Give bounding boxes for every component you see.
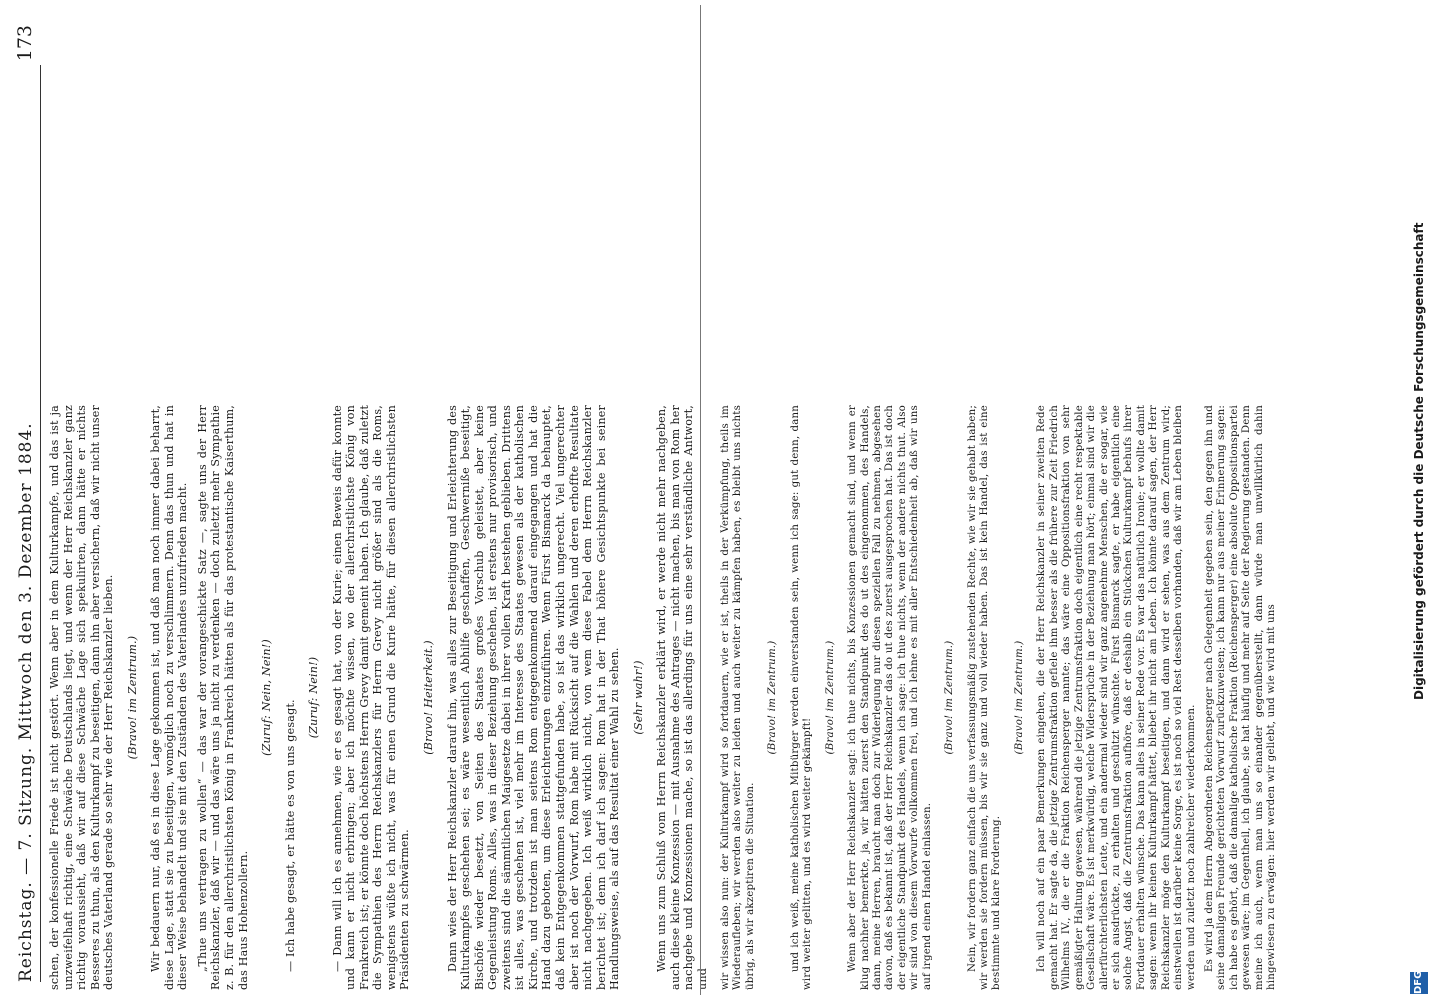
header-rule <box>40 65 41 982</box>
paragraph: schen, der konfessionelle Friede ist nicht gestört. Wenn aber in dem Kulturkampfe, und das ist ja unzweifelhaft richtig, eine Schwäche Deutschlands liegt, und wenn der Herr Reichskanzler ganz richtig voraussieht, daß wir auf diese Schwäche Lage sich spekulirten, dann hätte er nichts Besseres zu thun, als den Kulturkampf zu beseitigen, dann ihn aber versichern, daß wir nicht unser deutsches Vaterland gerade so sehr wie der Herr Reichskanzler lieben. <box>48 405 116 990</box>
digitization-credit <box>1408 0 1432 1000</box>
paragraph: „Thue uns vertragen zu wollen“ — das war der vorangeschickte Satz —, sagte uns der Herr Reichskanzler, daß wir — und das wäre uns ja nicht zu verdenken — doch zuletzt mehr Sympathie z. B. für den allerchristlichsten König in Frankreich hätten als für das protestantische Kaiserthum, das Haus Hohenzollern. <box>195 405 250 990</box>
dfg-logo: DFG <box>1410 972 1428 994</box>
interjection: (Bravo! im Zentrum.) <box>824 640 836 755</box>
page-header <box>10 5 40 990</box>
credit-text: Digitalisierung gefördert durch die Deutsche Forschungsgemeinschaft <box>1412 222 1426 700</box>
paragraph: — Ich habe gesagt, er hätte es von uns gesagt. <box>283 699 297 972</box>
page-number: 173 <box>14 25 36 62</box>
paragraph: Nein, wir fordern ganz einfach die uns verfassungsmäßig zustehenden Rechte, wie wir sie gehabt haben; wir werden sie fordern müssen, bis wir sie ganz und voll wieder haben. Das ist kein Handel, das ist eine bestimmte und klare Forderung. <box>966 405 1003 990</box>
paragraph: Es wird ja dem Herrn Abgeordneten Reichensperger nach Gelegenheit gegeben sein, den gegen ihn und seine damaligen Freunde gerichteten Vorwurf zurückzuweisen; ich kann nur aus meiner Erinnerung sagen: ich habe es gehört, daß die damalige katholische Fraktion (Reichensperger) eine absolute Oppositionspartei gewesen wäre; im Gegentheil, ich glaube, sie hat häufig und mehr auf Seite der Regierung gestanden. Denn meine ich auch, wenn man uns so einander gegenüberstellt, dann würde man unwillkürlich dahin hingewiesen zu erwägen: hier werden wir geliebt, und wie wird mit uns <box>1204 405 1278 990</box>
running-head: Reichstag. — 7. Sitzung. Mittwoch den 3. Dezember 1884. <box>16 422 36 982</box>
paragraph: Wir bedauern nur, daß es in diese Lage gekommen ist, und daß man noch immer dabei beharrt, diese Lage, statt sie zu beseitigen, womöglich noch zu verschlimmern. Denn das thun und hat in dieser Weise behandelt und sie mit den Zuständen des Vaterlandes unzufrieden macht. <box>149 405 190 990</box>
column-right <box>720 405 1280 990</box>
interjection: (Bravo! im Zentrum.) <box>125 635 139 760</box>
paragraph: und ich weiß, meine katholischen Mitbürger werden einverstanden sein, wenn ich sage: gut denn, dann wird weiter gelitten, und es wird weiter gekämpft! <box>789 405 814 990</box>
paragraph: Dann wies der Herr Reichskanzler darauf hin, was alles zur Beseitigung und Erleichterung des Kulturkampfes geschehen sei; es wäre wesentlich Abhilfe geschaffen, Geschwerniße beseitigt, Bischöfe wieder besetzt, von Seiten des Staates großes Vorschub geleistet, aber keine Gegenleistung Roms. Alles, was in dieser Beziehung geschehen, ist erstens nur provisorisch, und zweitens sind die sämmtlichen Maigesetze dabei in ihrer vollen Kraft bestehen geblieben. Drittens ist alles, was geschehen ist, viel mehr im Interesse des Staates gewesen als der katholischen Kirche, und trotzdem ist man seitens Rom entgegenkommend darauf eingegangen und hat die Hand dazu geboten, um diese Erleichterungen einzuführen. Wenn Fürst Bismarck da behauptet, daß kein Entgegenkommen stattgefunden habe, so ist das wirklich ungerecht. Viel ungerechter aber ist noch der Vorwurf, Rom habe mit Rücksicht auf die Wahlen und deren erhoffte Resultate nicht nachgegeben. Ich weiß wirklich nicht, von wem diese Fabel dem Herrn Reichskanzler berichtet ist; denn ich darf ich sagen: Rom hat in der That höhere Gesichtspunkte bei seiner Handlungsweise, als auf das Resultat einer Wahl zu sehen. <box>445 405 622 990</box>
interjection: (Bravo! Heiterkeit.) <box>422 640 436 755</box>
interjection: (Bravo! im Zentrum.) <box>1013 640 1025 755</box>
column-divider <box>700 5 701 995</box>
interjection: (Zuruf: Nein!) <box>307 656 321 739</box>
paragraph: Wenn aber der Herr Reichskanzler sagt: ich thue nichts, bis Konzessionen gemacht sind, und wenn er klug nachher bemerkte, ja, wir hätten zuerst den Standpunkt des do ut des eingenommen, des Handels, dann, meine Herren, braucht man doch zur Widerlegung nur diesen speziellen Fall zu nehmen, abgesehen davon, daß es bekannt ist, daß der Herr Reichskanzler das do ut des zuerst ausgesprochen hat. Das ist doch der eigentliche Standpunkt des Handels, wenn ich sage: ich thue nichts, wenn der andere nichts thut. Also wir sind von diesem Vorwurfe vollkommen frei, und ich lehne es mit aller Entschiedenheit ab, daß wir uns auf irgend einen Handel einlassen. <box>847 405 933 990</box>
paragraph: Wenn uns zum Schluß vom Herrn Reichskanzler erklärt wird, er werde nicht mehr nachgeben, auch diese kleine Konzession — mit Ausnahme des Antrages — nicht machen, bis man von Rom her nachgebe und Konzessionen mache, so ist das allerdings für uns eine sehr verständliche Antwort, und <box>655 405 709 990</box>
interjection: (Bravo! im Zentrum.) <box>767 640 779 755</box>
paragraph: Ich will noch auf ein paar Bemerkungen eingehen, die der Herr Reichskanzler in seiner zweiten Rede gemacht hat. Er sagte da, die jetzige Zentrumsfraktion gefiele ihm besser als die frühere zur Zeit Friedrich Wilhelms IV., die er die Fraktion Reichensperger nannte; das wäre eine Oppositionsfraktion von sehr gemäßigter Haltung gewesen, während die jetzige Zentrumsfraktion doch eigentlich eine recht respektable Gesellschaft wäre. Es ist merkwürdig, welche Widersprüche in der Beziehung man hört; einmal sind wir die allerfürchterlichsten Leute, und ein andermal wieder sind wir ganz angenehme Menschen, die er sogar, wie er sich ausdrückte, zu erhalten und geschützt wünschte. Fürst Bismarck sagte, er habe eigentlich eine solche Angst, daß die Zentrumsfraktion aufhöre, daß er deshalb ein Stückchen Kulturkampf behufs ihrer Fortdauer erhalten wünsche. Das kann alles in seiner Rede vor. Es war das natürlich Ironie; er wollte damit sagen: wenn ihr keinen Kulturkampf hättet, bliebet ihr nicht am Leben. Ich könnte darauf sagen, der Herr Reichskanzler möge den Kulturkampf beseitigen, und dann wird er sehen, was aus dem Zentrum wird; einstweilen ist darüber keine Sorge, es ist noch so viel Rest desselben vorhanden, daß wir am Leben bleiben werden und zuletzt noch zahlreicher wiederkommen. <box>1036 405 1197 990</box>
interjection: (Zuruf: Nein, Nein!) <box>260 639 274 756</box>
paragraph: — Dann will ich es annehmen, wie er es gesagt hat, von der Kurie; einen Beweis dafür konnte und kann er nicht erbringen; aber ich möchte wissen, wo der allerchristlichste König von Frankreich ist; er könnte doch höchstens Herrn Grevy damit gemeint haben. Ich glaube, daß zuletzt die Sympathien des Herrn Reichskanzlers für Herrn Grevy nicht größer sind als die Roms, wenigstens wüßte ich nicht, was für einen Grund die Kurie hätte, für diesen allerchristlichsten Präsidenten zu schwärmen. <box>330 405 412 990</box>
interjection: (Sehr wahr!) <box>631 660 645 735</box>
paragraph: wir wissen also nun: der Kulturkampf wird so fortdauern, wie er ist, theils in der Verkümpfung, theils im Wiederaufleben; wir werden also weiter zu leiden und auch weiter zu kämpfen haben, es bleibt uns nichts übrig, als wir akzeptiren die Situation. <box>720 405 756 990</box>
interjection: (Bravo! im Zentrum.) <box>944 640 956 755</box>
column-left <box>48 405 710 990</box>
